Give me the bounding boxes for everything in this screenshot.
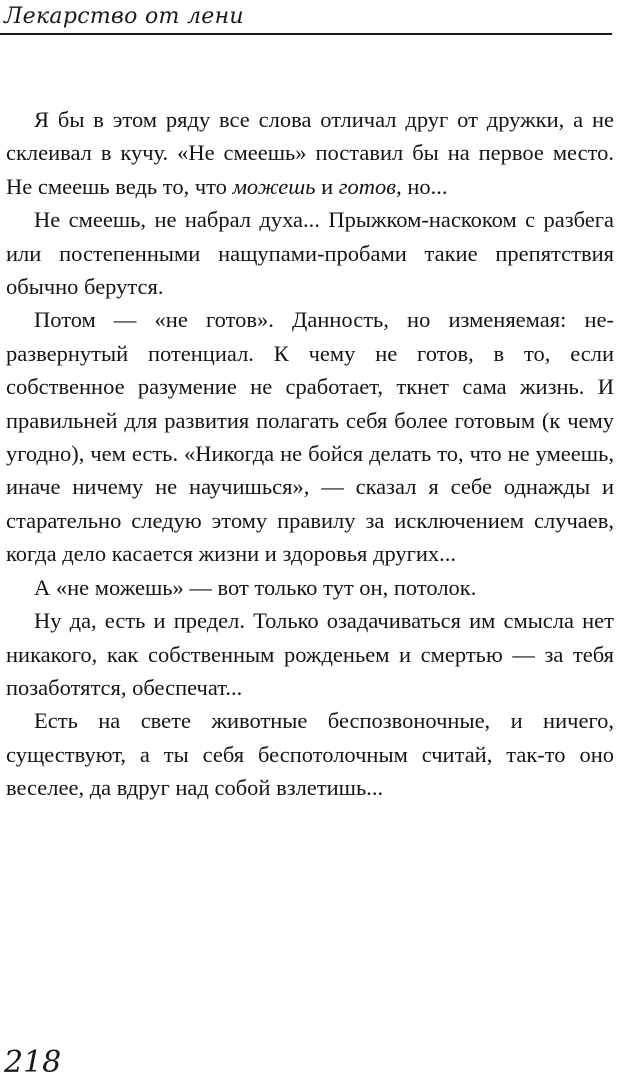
paragraph: Потом — «не готов». Данность, но изменяемая: неразвернутый потенциал. К чему не готов, в то, если собственное разумение не сработает, ткнет сама жизнь. И правильней для развития полагать себя более готовым (к чему угодно), чем есть. «Никогда не бойся делать то, что не умеешь, иначе ничему не научишься», — сказал я себе однажды и старательно следую этому правилу за исключением случаев, когда дело касается жизни и здоровья других...: [6, 307, 614, 567]
page-number: 218: [4, 1045, 62, 1080]
paragraph: [6, 103, 614, 203]
paragraph: Ну да, есть и предел. Только озадачиваться им смысла нет никакого, как собственным рожденьем и смертью — за тебя позаботятся, обеспечат...: [6, 608, 614, 700]
running-header: Лекарство от лени: [4, 4, 244, 29]
paragraph-text: Я бы в этом ряду все слова отличал друг от дружки, а не склеивал в кучу. «Не смеешь» поставил бы на первое место. Не смеешь ведь то, что: [6, 107, 614, 199]
header-rule: [0, 33, 612, 35]
italic-word: можешь: [232, 173, 316, 199]
italic-word: готов: [338, 173, 397, 199]
paragraph-text: и: [315, 173, 339, 199]
paragraph-text: , но...: [396, 173, 448, 199]
paragraph: Не смеешь, не набрал духа... Прыжком-наскоком с разбега или постепенными нащупами-пробами такие препятствия обычно берутся.: [6, 207, 614, 300]
paragraph: Есть на свете животные беспозвоночные, и ничего, существуют, а ты себя беспотолочным считай, так-то оно веселее, да вдруг над собой взлетишь...: [6, 708, 614, 801]
body-text: [6, 103, 614, 805]
paragraph: А «не можешь» — вот только тут он, потолок.: [34, 574, 477, 600]
